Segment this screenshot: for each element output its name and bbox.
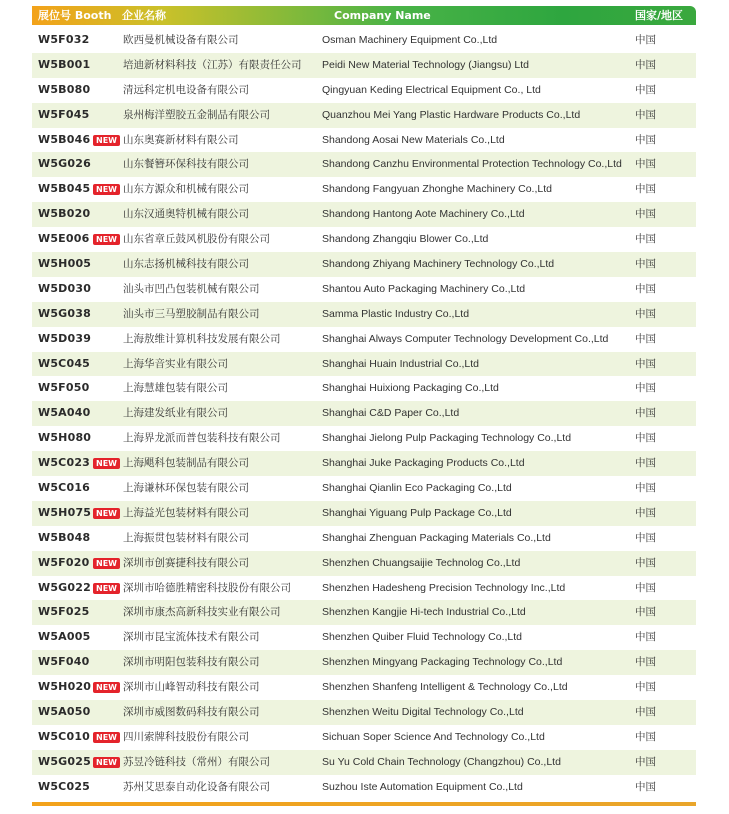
company-name-cn: 深圳市康杰高新科技实业有限公司 (123, 606, 281, 619)
country: 中国 (635, 531, 656, 544)
booth-number: W5A050 (38, 705, 91, 719)
country: 中国 (635, 606, 656, 619)
table-row (32, 725, 696, 750)
country: 中国 (635, 183, 656, 196)
company-name-en: Shenzhen Quiber Fluid Technology Co.,Ltd (322, 631, 523, 644)
company-name-en: Shandong Hantong Aote Machinery Co.,Ltd (322, 208, 525, 221)
booth-number: W5F032 (38, 33, 90, 46)
booth-number: W5B080 (38, 82, 91, 96)
company-name-en: Shanghai Always Computer Technology Development Co.,Ltd (322, 332, 609, 345)
booth-number: W5G022 (38, 580, 91, 594)
company-name-en: Qingyuan Keding Electrical Equipment Co., Ltd (322, 83, 541, 96)
company-name-cn: 上海界龙派而普包装科技有限公司 (123, 432, 281, 445)
new-badge: NEW (93, 508, 120, 519)
booth-number: W5C016 (38, 481, 91, 495)
table-row (32, 103, 696, 128)
company-name-en: Shandong Zhiyang Machinery Technology Co.,Ltd (322, 258, 555, 271)
new-badge: NEW (93, 558, 120, 569)
new-badge: NEW (93, 682, 120, 693)
booth-number: W5E006 (38, 232, 90, 246)
company-name-cn: 上海建发纸业有限公司 (123, 407, 228, 420)
company-name-cn: 深圳市明阳包装科技有限公司 (123, 656, 260, 669)
company-name-cn: 汕头市凹凸包装机械有限公司 (123, 282, 260, 295)
booth-number: W5B046 (38, 132, 91, 146)
company-name-en: Osman Machinery Equipment Co.,Ltd (322, 34, 498, 46)
table-row (32, 202, 696, 227)
country: 中国 (635, 581, 656, 594)
company-name-cn: 山东汉通奥特机械有限公司 (123, 208, 249, 221)
country: 中国 (635, 382, 656, 395)
table-row (32, 28, 696, 53)
table-row (32, 775, 696, 800)
table-row (32, 252, 696, 277)
country: 中国 (635, 631, 656, 644)
booth-number: W5H075 (38, 505, 92, 519)
table-row (32, 600, 696, 625)
country: 中国 (635, 233, 656, 246)
booth-number: W5A005 (38, 630, 91, 644)
country: 中国 (635, 158, 656, 171)
company-name-en: Shenzhen Hadesheng Precision Technology Inc.,Ltd (322, 581, 566, 594)
table-row (32, 675, 696, 700)
company-name-cn: 上海谦林环保包装有限公司 (123, 482, 249, 495)
company-name-en: Shanghai Qianlin Eco Packaging Co.,Ltd (322, 482, 512, 495)
new-badge: NEW (93, 732, 120, 743)
table-row (32, 78, 696, 103)
country: 中国 (635, 457, 656, 470)
company-name-en: Shanghai Yiguang Pulp Package Co.,Ltd (322, 506, 512, 519)
new-badge: NEW (93, 234, 120, 245)
company-name-en: Shanghai Huixiong Packaging Co.,Ltd (322, 382, 499, 395)
company-name-en: Shanghai Zhenguan Packaging Materials Co.,Ltd (322, 531, 551, 544)
company-name-en: Shandong Zhangqiu Blower Co.,Ltd (322, 233, 489, 246)
table-row (32, 576, 696, 601)
table-row (32, 177, 696, 202)
booth-number: W5B048 (38, 530, 91, 544)
table-header (32, 6, 696, 25)
booth-number: W5C045 (38, 356, 91, 370)
company-name-cn: 山东餐簪环保科技有限公司 (123, 158, 249, 171)
country: 中国 (635, 506, 656, 519)
table-row (32, 426, 696, 451)
booth-number: W5F025 (38, 605, 90, 619)
company-name-en: Peidi New Material Technology (Jiangsu) Ltd (322, 58, 529, 71)
new-badge: NEW (93, 583, 120, 594)
booth-number: W5D039 (38, 331, 92, 345)
company-name-en: Shanghai Jielong Pulp Packaging Technology Co.,Ltd (322, 432, 572, 445)
company-name-en: Shenzhen Weitu Digital Technology Co.,Ltd (322, 706, 524, 719)
company-name-cn: 上海华音实业有限公司 (123, 357, 228, 370)
country: 中国 (635, 730, 656, 743)
company-name-cn: 深圳市山峰智动科技有限公司 (123, 681, 260, 694)
company-name-cn: 深圳市哈德胜精密科技股份有限公司 (123, 581, 291, 594)
country: 中国 (635, 482, 656, 495)
table-row (32, 526, 696, 551)
country: 中国 (635, 108, 656, 121)
table-row (32, 650, 696, 675)
booth-number: W5H005 (38, 257, 92, 271)
country: 中国 (635, 780, 656, 793)
table-row (32, 700, 696, 725)
company-name-en: Shenzhen Chuangsaijie Technolog Co.,Ltd (322, 556, 521, 569)
table-row (32, 376, 696, 401)
company-name-cn: 深圳市创赛捷科技有限公司 (123, 556, 249, 569)
company-name-en: Su Yu Cold Chain Technology (Changzhou) Co.,Ltd (322, 755, 561, 768)
booth-number: W5G026 (38, 157, 91, 171)
new-badge: NEW (93, 458, 120, 469)
table-row (32, 750, 696, 775)
header-country: 国家/地区 (635, 9, 684, 22)
company-name-en: Suzhou Iste Automation Equipment Co.,Ltd (322, 780, 523, 793)
booth-number: W5A040 (38, 406, 91, 420)
company-name-cn: 苏州艾思泰自动化设备有限公司 (123, 780, 270, 793)
country: 中国 (635, 357, 656, 370)
booth-number: W5G038 (38, 306, 91, 320)
table-row (32, 277, 696, 302)
company-name-en: Sichuan Soper Science And Technology Co.,Ltd (322, 730, 545, 743)
company-name-cn: 清远科定机电设备有限公司 (123, 83, 249, 96)
table-row (32, 401, 696, 426)
company-name-cn: 上海振贯包装材料有限公司 (123, 531, 249, 544)
booth-number: W5B045 (38, 182, 91, 196)
country: 中国 (635, 58, 656, 71)
booth-number: W5F020 (38, 555, 90, 569)
company-name-en: Shanghai C&D Paper Co.,Ltd (322, 407, 460, 420)
booth-number: W5C010 (38, 729, 91, 743)
table-row (32, 327, 696, 352)
country: 中国 (635, 133, 656, 146)
company-name-en: Shandong Fangyuan Zhonghe Machinery Co.,Ltd (322, 183, 552, 196)
country: 中国 (635, 307, 656, 320)
table-row (32, 501, 696, 526)
table-row (32, 625, 696, 650)
company-name-en: Shenzhen Mingyang Packaging Technology Co.,Ltd (322, 656, 563, 669)
table-row (32, 451, 696, 476)
company-name-en: Shantou Auto Packaging Machinery Co.,Ltd (322, 282, 526, 295)
company-name-en: Quanzhou Mei Yang Plastic Hardware Products Co.,Ltd (322, 108, 581, 121)
booth-number: W5D030 (38, 281, 92, 295)
booth-number: W5G025 (38, 754, 91, 768)
company-name-en: Shanghai Huain Industrial Co.,Ltd (322, 357, 480, 370)
country: 中国 (635, 34, 656, 46)
company-name-en: Shandong Aosai New Materials Co.,Ltd (322, 133, 505, 146)
country: 中国 (635, 556, 656, 569)
company-name-cn: 山东省章丘鼓风机股份有限公司 (123, 233, 270, 246)
new-badge: NEW (93, 135, 120, 146)
booth-number: W5F045 (38, 107, 90, 121)
booth-number: W5H020 (38, 680, 92, 694)
country: 中国 (635, 282, 656, 295)
company-name-cn: 上海慧雄包装有限公司 (123, 382, 228, 395)
new-badge: NEW (93, 757, 120, 768)
table-row (32, 551, 696, 576)
booth-number: W5F050 (38, 381, 90, 395)
booth-number: W5C025 (38, 779, 91, 793)
company-name-cn: 苏昱冷链科技（常州）有限公司 (123, 755, 270, 768)
company-name-cn: 山东奥赛新材料有限公司 (123, 133, 239, 146)
header-booth: 展位号 Booth (38, 9, 112, 22)
country: 中国 (635, 83, 656, 96)
exhibitor-table (32, 6, 696, 806)
booth-number: W5B020 (38, 207, 91, 221)
company-name-cn: 汕头市三马塑胶制品有限公司 (123, 307, 260, 320)
country: 中国 (635, 332, 656, 345)
table-row (32, 476, 696, 501)
company-name-cn: 山东方源众和机械有限公司 (123, 183, 249, 196)
company-name-cn: 上海敖维计算机科技发展有限公司 (123, 332, 281, 345)
booth-number: W5C023 (38, 456, 91, 470)
booth-number: W5H080 (38, 431, 92, 445)
new-badge: NEW (93, 184, 120, 195)
company-name-en: Shenzhen Shanfeng Intelligent & Technology Co.,Ltd (322, 681, 568, 694)
company-name-cn: 深圳市威图数码科技有限公司 (123, 706, 260, 719)
table-row (32, 352, 696, 377)
table-row (32, 152, 696, 177)
country: 中国 (635, 755, 656, 768)
company-name-cn: 山东志扬机械科技有限公司 (123, 258, 249, 271)
country: 中国 (635, 208, 656, 221)
country: 中国 (635, 258, 656, 271)
company-name-cn: 欧西曼机械设备有限公司 (123, 34, 239, 46)
country: 中国 (635, 681, 656, 694)
table-row (32, 302, 696, 327)
table-row (32, 227, 696, 252)
company-name-en: Samma Plastic Industry Co.,Ltd (322, 307, 470, 320)
company-name-cn: 上海益光包装材料有限公司 (123, 506, 249, 519)
country: 中国 (635, 407, 656, 420)
table-row (32, 53, 696, 78)
table-body (32, 28, 696, 800)
company-name-en: Shenzhen Kangjie Hi-tech Industrial Co.,Ltd (322, 606, 526, 619)
company-name-cn: 四川索牌科技股份有限公司 (123, 730, 249, 743)
country: 中国 (635, 432, 656, 445)
footer-divider (32, 802, 696, 806)
booth-number: W5F040 (38, 655, 90, 669)
table-row (32, 128, 696, 153)
booth-number: W5B001 (38, 57, 91, 71)
country: 中国 (635, 656, 656, 669)
company-name-en: Shandong Canzhu Environmental Protection Technology Co.,Ltd (322, 158, 622, 171)
company-name-cn: 上海飓科包装制品有限公司 (123, 457, 249, 470)
company-name-cn: 培迪新材料科技（江苏）有限责任公司 (123, 58, 302, 71)
company-name-cn: 泉州梅洋塑胶五金制品有限公司 (123, 108, 270, 121)
company-name-cn: 深圳市昆宝流体技术有限公司 (123, 631, 260, 644)
company-name-en: Shanghai Juke Packaging Products Co.,Ltd (322, 457, 525, 470)
country: 中国 (635, 706, 656, 719)
header-company-en: Company Name (334, 9, 431, 22)
header-company-cn: 企业名称 (122, 9, 166, 22)
